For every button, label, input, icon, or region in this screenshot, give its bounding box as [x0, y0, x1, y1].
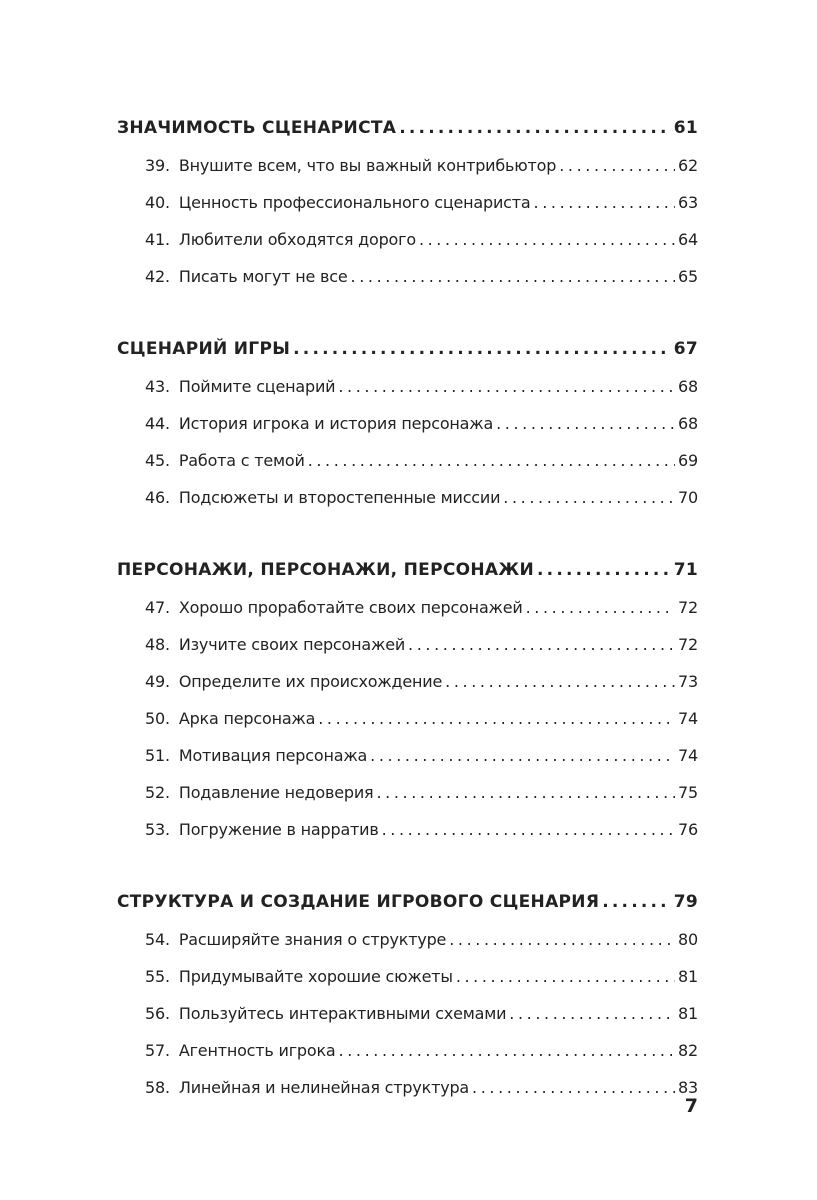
page-number: 7	[684, 1095, 698, 1117]
entry-page-number: 81	[678, 1004, 698, 1023]
dot-leader	[559, 147, 675, 184]
dot-leader	[376, 774, 675, 811]
toc-section	[117, 883, 698, 1106]
section-heading	[117, 551, 698, 589]
entry-number: 58.	[145, 1078, 170, 1097]
dot-leader	[351, 258, 676, 295]
entry-number: 49.	[145, 672, 170, 691]
toc-entry	[117, 147, 698, 184]
entry-number: 53.	[145, 820, 170, 839]
dot-leader	[449, 921, 675, 958]
dot-leader	[602, 883, 671, 921]
entry-number: 45.	[145, 451, 170, 470]
toc-entry	[117, 995, 698, 1032]
section-heading	[117, 109, 698, 147]
dot-leader	[503, 479, 675, 516]
dot-leader	[445, 663, 675, 700]
entry-title: Внушите всем, что вы важный контрибьютор	[178, 156, 557, 175]
entry-number: 41.	[145, 230, 170, 249]
entry-page-number: 81	[678, 967, 698, 986]
entry-title: Арка персонажа	[178, 709, 316, 728]
toc-entry	[117, 921, 698, 958]
section-heading	[117, 330, 698, 368]
section-title: СЦЕНАРИЙ ИГРЫ	[117, 339, 291, 359]
toc-entry	[117, 663, 698, 700]
table-of-contents	[117, 109, 698, 1141]
toc-entry	[117, 774, 698, 811]
entry-title: Линейная и нелинейная структура	[178, 1078, 470, 1097]
entry-page-number: 65	[678, 267, 698, 286]
entry-number: 46.	[145, 488, 170, 507]
dot-leader	[338, 368, 675, 405]
toc-entry	[117, 1032, 698, 1069]
entry-title: Поймите сценарий	[178, 377, 336, 396]
dot-leader	[472, 1069, 675, 1106]
entry-number: 44.	[145, 414, 170, 433]
entry-page-number: 72	[678, 635, 698, 654]
dot-leader	[399, 109, 671, 147]
toc-entry	[117, 737, 698, 774]
toc-entry	[117, 958, 698, 995]
entry-title: Хорошо проработайте своих персонажей	[178, 598, 523, 617]
dot-leader	[308, 442, 675, 479]
dot-leader	[318, 700, 675, 737]
entry-title: Придумывайте хорошие сюжеты	[178, 967, 453, 986]
entry-number: 55.	[145, 967, 170, 986]
entry-number: 43.	[145, 377, 170, 396]
entry-title: Погружение в нарратив	[178, 820, 379, 839]
entry-page-number: 74	[678, 746, 698, 765]
entry-number: 54.	[145, 930, 170, 949]
entry-title: Работа с темой	[178, 451, 305, 470]
entry-title: Мотивация персонажа	[178, 746, 368, 765]
dot-leader	[509, 995, 675, 1032]
section-title: ЗНАЧИМОСТЬ СЦЕНАРИСТА	[117, 118, 397, 138]
entry-page-number: 68	[678, 414, 698, 433]
entry-title: Любители обходятся дорого	[178, 230, 416, 249]
section-page-number: 61	[673, 118, 698, 138]
dot-leader	[339, 1032, 675, 1069]
entry-number: 47.	[145, 598, 170, 617]
entry-page-number: 64	[678, 230, 698, 249]
entry-page-number: 73	[678, 672, 698, 691]
entry-page-number: 75	[678, 783, 698, 802]
entry-title: Подсюжеты и второстепенные миссии	[178, 488, 501, 507]
toc-entry	[117, 1069, 698, 1106]
entry-page-number: 69	[678, 451, 698, 470]
section-heading	[117, 883, 698, 921]
entry-number: 39.	[145, 156, 170, 175]
dot-leader	[293, 330, 671, 368]
toc-entry	[117, 700, 698, 737]
entry-title: История игрока и история персонажа	[178, 414, 494, 433]
entry-title: Писать могут не все	[178, 267, 348, 286]
toc-entry	[117, 442, 698, 479]
entry-page-number: 76	[678, 820, 698, 839]
entry-page-number: 74	[678, 709, 698, 728]
dot-leader	[537, 551, 671, 589]
toc-section	[117, 330, 698, 516]
toc-entry	[117, 811, 698, 848]
toc-entry	[117, 368, 698, 405]
dot-leader	[370, 737, 675, 774]
entry-title: Ценность профессионального сценариста	[178, 193, 531, 212]
entry-page-number: 72	[678, 598, 698, 617]
toc-section	[117, 109, 698, 295]
entry-page-number: 63	[678, 193, 698, 212]
entry-page-number: 82	[678, 1041, 698, 1060]
entry-title: Изучите своих персонажей	[178, 635, 406, 654]
section-title: ПЕРСОНАЖИ, ПЕРСОНАЖИ, ПЕРСОНАЖИ	[117, 560, 535, 580]
toc-entry	[117, 405, 698, 442]
section-page-number: 79	[673, 892, 698, 912]
entry-page-number: 80	[678, 930, 698, 949]
entry-number: 48.	[145, 635, 170, 654]
section-page-number: 67	[673, 339, 698, 359]
entry-title: Расширяйте знания о структуре	[178, 930, 447, 949]
toc-section	[117, 551, 698, 848]
entry-page-number: 83	[678, 1078, 698, 1097]
dot-leader	[496, 405, 675, 442]
dot-leader	[456, 958, 675, 995]
entry-number: 56.	[145, 1004, 170, 1023]
entry-number: 42.	[145, 267, 170, 286]
toc-entry	[117, 221, 698, 258]
toc-entry	[117, 479, 698, 516]
dot-leader	[526, 589, 675, 626]
entry-number: 40.	[145, 193, 170, 212]
entry-number: 52.	[145, 783, 170, 802]
toc-entry	[117, 184, 698, 221]
entry-page-number: 62	[678, 156, 698, 175]
entry-number: 50.	[145, 709, 170, 728]
dot-leader	[534, 184, 676, 221]
entry-title: Пользуйтесь интерактивными схемами	[178, 1004, 507, 1023]
toc-entry	[117, 589, 698, 626]
section-page-number: 71	[673, 560, 698, 580]
entry-number: 51.	[145, 746, 170, 765]
entry-number: 57.	[145, 1041, 170, 1060]
dot-leader	[408, 626, 675, 663]
dot-leader	[382, 811, 675, 848]
entry-title: Агентность игрока	[178, 1041, 336, 1060]
entry-page-number: 70	[678, 488, 698, 507]
dot-leader	[419, 221, 675, 258]
section-title: СТРУКТУРА И СОЗДАНИЕ ИГРОВОГО СЦЕНАРИЯ	[117, 892, 600, 912]
entry-title: Подавление недоверия	[178, 783, 374, 802]
toc-entry	[117, 258, 698, 295]
entry-title: Определите их происхождение	[178, 672, 443, 691]
toc-entry	[117, 626, 698, 663]
entry-page-number: 68	[678, 377, 698, 396]
